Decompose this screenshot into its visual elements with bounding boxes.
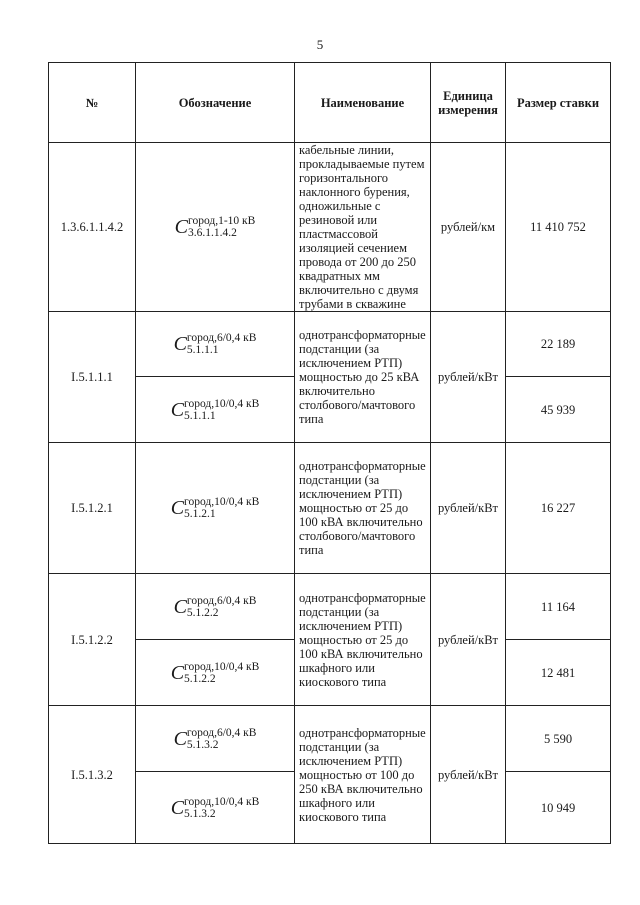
- row-number: I.5.1.1.1: [49, 312, 136, 443]
- designation-formula: [171, 496, 260, 520]
- header-num: №: [49, 63, 136, 143]
- designation-superscript: город,10/0,4 кВ: [184, 496, 260, 508]
- table-row: [49, 706, 611, 772]
- designation-formula: [174, 332, 257, 356]
- designation-formula: [171, 796, 260, 820]
- designation-subscript: 5.1.1.1: [186, 344, 219, 356]
- designation-symbol: C: [173, 727, 187, 750]
- designation-subscript: 5.1.2.1: [184, 508, 216, 520]
- item-name: однотрансформаторные подстанции (за исключением РТП) мощностью от 25 до 100 кВА включительно шкафного или киоскового типа: [295, 574, 431, 706]
- table-row: [49, 574, 611, 640]
- designation-cell: [136, 143, 295, 312]
- designation-superscript: город,6/0,4 кВ: [186, 332, 257, 344]
- designation-superscript: город,10/0,4 кВ: [184, 795, 260, 808]
- designation-symbol: C: [170, 661, 185, 684]
- designation-cell: [136, 574, 295, 640]
- unit-cell: рублей/кВт: [431, 443, 506, 574]
- item-name: однотрансформаторные подстанции (за исключением РТП) мощностью до 25 кВА включительно столбового/мачтового типа: [295, 312, 431, 443]
- designation-symbol: C: [170, 398, 185, 421]
- header-designation: Обозначение: [136, 63, 295, 143]
- tariff-table: [48, 62, 611, 844]
- designation-subscript: 5.1.2.2: [184, 672, 216, 685]
- rate-cell: 16 227: [506, 443, 611, 574]
- designation-cell: [136, 443, 295, 574]
- header-name: Наименование: [295, 63, 431, 143]
- rate-cell: 10 949: [506, 772, 611, 844]
- table-row: [49, 143, 611, 312]
- item-name: кабельные линии, прокладываемые путем горизонтального наклонного бурения, одножильные с резиновой или пластмассовой изоляцией сечением провода от 200 до 250 квадратных мм включительно с двумя трубами в скважине: [295, 143, 431, 312]
- designation-subscript: 5.1.2.2: [186, 606, 219, 619]
- designation-superscript: город,10/0,4 кВ: [184, 397, 260, 410]
- designation-formula: [171, 661, 260, 685]
- unit-cell: рублей/км: [431, 143, 506, 312]
- rate-cell: 12 481: [506, 640, 611, 706]
- designation-symbol: C: [173, 333, 187, 355]
- unit-cell: рублей/кВт: [431, 706, 506, 844]
- designation-cell: [136, 640, 295, 706]
- page-number: 5: [316, 37, 324, 52]
- designation-superscript: город,6/0,4 кВ: [186, 594, 257, 607]
- table-row: [49, 312, 611, 377]
- designation-cell: [136, 772, 295, 844]
- designation-formula: [171, 398, 260, 422]
- designation-formula: [175, 215, 256, 239]
- designation-formula: [174, 727, 257, 751]
- designation-symbol: C: [174, 216, 189, 238]
- unit-cell: рублей/кВт: [431, 312, 506, 443]
- designation-superscript: город,10/0,4 кВ: [184, 660, 260, 673]
- designation-symbol: C: [170, 796, 185, 819]
- row-number: I.5.1.3.2: [49, 706, 136, 844]
- row-number: 1.3.6.1.1.4.2: [49, 143, 136, 312]
- designation-subscript: 3.6.1.1.4.2: [188, 227, 237, 239]
- rate-cell: 22 189: [506, 312, 611, 377]
- unit-cell: рублей/кВт: [431, 574, 506, 706]
- designation-subscript: 5.1.3.2: [186, 738, 219, 751]
- header-row: [49, 63, 611, 143]
- row-number: I.5.1.2.1: [49, 443, 136, 574]
- rate-cell: 45 939: [506, 377, 611, 443]
- row-number: I.5.1.2.2: [49, 574, 136, 706]
- designation-cell: [136, 706, 295, 772]
- item-name: однотрансформаторные подстанции (за исключением РТП) мощностью от 25 до 100 кВА включительно столбового/мачтового типа: [295, 443, 431, 574]
- designation-symbol: C: [173, 595, 187, 618]
- header-rate: Размер ставки: [506, 63, 611, 143]
- item-name: однотрансформаторные подстанции (за исключением РТП) мощностью от 100 до 250 кВА включительно шкафного или киоскового типа: [295, 706, 431, 844]
- designation-superscript: город,1-10 кВ: [188, 215, 256, 227]
- designation-cell: [136, 312, 295, 377]
- rate-cell: 5 590: [506, 706, 611, 772]
- designation-subscript: 5.1.1.1: [184, 409, 216, 422]
- designation-superscript: город,6/0,4 кВ: [186, 726, 257, 739]
- designation-symbol: C: [170, 497, 185, 519]
- designation-cell: [136, 377, 295, 443]
- header-unit: Единица измерения: [431, 63, 506, 143]
- designation-formula: [174, 595, 257, 619]
- designation-subscript: 5.1.3.2: [184, 807, 216, 820]
- rate-cell: 11 164: [506, 574, 611, 640]
- table-row: [49, 443, 611, 574]
- rate-cell: 11 410 752: [506, 143, 611, 312]
